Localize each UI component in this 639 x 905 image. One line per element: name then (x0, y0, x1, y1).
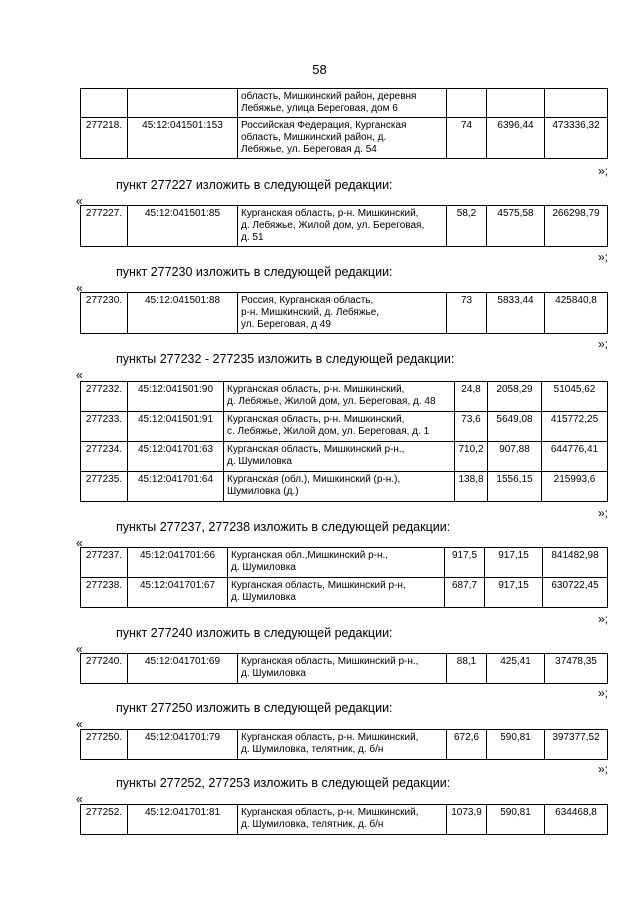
cell-cadastral: 45:12:041501:91 (128, 412, 224, 442)
cell-total: 841482,98 (543, 548, 608, 578)
cell-price: 917,15 (485, 578, 543, 608)
cell-cadastral: 45:12:041501:90 (128, 382, 224, 412)
cell-area: 58,2 (447, 206, 487, 247)
cell-area: 24,8 (455, 382, 488, 412)
closing-quote: »; (597, 506, 608, 520)
table-row (81, 472, 608, 502)
cell-price: 2058,29 (488, 382, 542, 412)
cell-num: 277237. (81, 548, 128, 578)
table-row (81, 412, 608, 442)
closing-quote: »; (597, 337, 608, 351)
cell-area: 710,2 (455, 442, 488, 472)
cell-area: 73 (447, 293, 487, 334)
amendment-instruction: пункт 277250 изложить в следующей редакции: (116, 701, 393, 715)
cell-address: Россия, Курганская область, р-н. Мишкинский, д. Лебяжье, ул. Береговая, д 49 (238, 293, 447, 334)
amendment-instruction: пункты 277232 - 277235 изложить в следующей редакции: (116, 352, 455, 366)
cell-price: 5649,08 (488, 412, 542, 442)
opening-quote: « (76, 792, 83, 806)
cell-area: 73,6 (455, 412, 488, 442)
cell-address: Курганская (обл.), Мишкинский (р-н.), Шумиловка (д.) (224, 472, 455, 502)
cell-address: Курганская область, р-н. Мишкинский, д. Лебяжье, Жилой дом, ул. Береговая, д. 51 (238, 206, 447, 247)
table-row (81, 578, 608, 608)
cell-area: 672,6 (447, 730, 487, 760)
cell-total: 630722,45 (543, 578, 608, 608)
cell-address: Курганская обл.,Мишкинский р-н., д. Шумиловка (228, 548, 445, 578)
cell-cadastral: 45:12:041501:85 (128, 206, 238, 247)
property-table (80, 292, 608, 334)
cell-total: 634468,8 (545, 805, 608, 835)
cell-cadastral (128, 89, 238, 118)
cell-price: 907,88 (488, 442, 542, 472)
property-table (80, 88, 608, 159)
cell-num: 277218. (81, 118, 128, 159)
table-row (81, 548, 608, 578)
table-row (81, 89, 608, 118)
cell-address: Курганская область, Мишкинский р-н., д. Шумиловка (238, 654, 447, 684)
cell-num: 277227. (81, 206, 128, 247)
cell-cadastral: 45:12:041501:153 (128, 118, 238, 159)
cell-address: Курганская область, р-н. Мишкинский, с. Лебяжье, Жилой дом, ул. Береговая, д. 1 (224, 412, 455, 442)
cell-cadastral: 45:12:041701:67 (128, 578, 228, 608)
cell-address: область, Мишкинский район, деревня Лебяжье, улица Береговая, дом 6 (238, 89, 447, 118)
cell-cadastral: 45:12:041701:63 (128, 442, 224, 472)
closing-quote: »; (597, 612, 608, 626)
amendment-instruction: пункты 277237, 277238 изложить в следующей редакции: (116, 520, 451, 534)
cell-num: 277232. (81, 382, 128, 412)
table-row (81, 382, 608, 412)
cell-num: 277252. (81, 805, 128, 835)
closing-quote: »; (597, 164, 608, 178)
cell-num: 277234. (81, 442, 128, 472)
property-table (80, 804, 608, 835)
cell-cadastral: 45:12:041701:66 (128, 548, 228, 578)
cell-num: 277240. (81, 654, 128, 684)
cell-num: 277230. (81, 293, 128, 334)
cell-area (447, 89, 487, 118)
closing-quote: »; (597, 686, 608, 700)
opening-quote: « (76, 281, 83, 295)
cell-price: 6396,44 (487, 118, 545, 159)
cell-total: 397377,52 (545, 730, 608, 760)
table-row (81, 206, 608, 247)
cell-cadastral: 45:12:041501:88 (128, 293, 238, 334)
cell-price: 4575,58 (487, 206, 545, 247)
cell-price: 590,81 (487, 730, 545, 760)
opening-quote: « (76, 642, 83, 656)
cell-cadastral: 45:12:041701:79 (128, 730, 238, 760)
cell-total: 644776,41 (542, 442, 608, 472)
cell-total (545, 89, 608, 118)
table-row (81, 730, 608, 760)
closing-quote: »; (597, 762, 608, 776)
page-number: 58 (312, 62, 327, 77)
cell-area: 1073,9 (447, 805, 487, 835)
cell-total: 415772,25 (542, 412, 608, 442)
cell-address: Курганская область, р-н. Мишкинский, д. Шумиловка, телятник, д. б/н (238, 805, 447, 835)
cell-address: Курганская область, р-н. Мишкинский, д. Шумиловка, телятник, д. б/н (238, 730, 447, 760)
opening-quote: « (76, 368, 83, 382)
property-table (80, 205, 608, 247)
cell-area: 88,1 (447, 654, 487, 684)
cell-total: 51045,62 (542, 382, 608, 412)
property-table (80, 381, 608, 502)
property-table (80, 653, 608, 684)
cell-address: Российская Федерация, Курганская область, Мишкинский район, д. Лебяжье, ул. Береговая д. 54 (238, 118, 447, 159)
amendment-instruction: пункт 277240 изложить в следующей редакции: (116, 626, 393, 640)
cell-price: 917,15 (485, 548, 543, 578)
cell-address: Курганская область, р-н. Мишкинский, д. Лебяжье, Жилой дом, ул. Береговая, д. 48 (224, 382, 455, 412)
cell-total: 425840,8 (545, 293, 608, 334)
property-table (80, 729, 608, 760)
opening-quote: « (76, 717, 83, 731)
cell-price: 5833,44 (487, 293, 545, 334)
cell-num: 277238. (81, 578, 128, 608)
cell-total: 473336,32 (545, 118, 608, 159)
cell-address: Курганская область, Мишкинский р-н, д. Шумиловка (228, 578, 445, 608)
cell-num (81, 89, 128, 118)
cell-area: 917,5 (445, 548, 485, 578)
property-table (80, 547, 608, 608)
cell-total: 215993,6 (542, 472, 608, 502)
cell-price: 425,41 (487, 654, 545, 684)
table-row (81, 442, 608, 472)
amendment-instruction: пункт 277227 изложить в следующей редакции: (116, 178, 393, 192)
cell-area: 687,7 (445, 578, 485, 608)
cell-num: 277235. (81, 472, 128, 502)
amendment-instruction: пункты 277252, 277253 изложить в следующей редакции: (116, 776, 451, 790)
cell-cadastral: 45:12:041701:64 (128, 472, 224, 502)
cell-cadastral: 45:12:041701:69 (128, 654, 238, 684)
cell-cadastral: 45:12:041701:81 (128, 805, 238, 835)
cell-area: 138,8 (455, 472, 488, 502)
cell-area: 74 (447, 118, 487, 159)
cell-price: 590,81 (487, 805, 545, 835)
cell-price: 1556,15 (488, 472, 542, 502)
table-row (81, 654, 608, 684)
cell-address: Курганская область, Мишкинский р-н., д. Шумиловка (224, 442, 455, 472)
closing-quote: »; (597, 250, 608, 264)
table-row (81, 805, 608, 835)
cell-num: 277233. (81, 412, 128, 442)
table-row (81, 118, 608, 159)
cell-total: 37478,35 (545, 654, 608, 684)
cell-total: 266298,79 (545, 206, 608, 247)
cell-price (487, 89, 545, 118)
opening-quote: « (76, 194, 83, 208)
opening-quote: « (76, 536, 83, 550)
cell-num: 277250. (81, 730, 128, 760)
amendment-instruction: пункт 277230 изложить в следующей редакции: (116, 265, 393, 279)
table-row (81, 293, 608, 334)
